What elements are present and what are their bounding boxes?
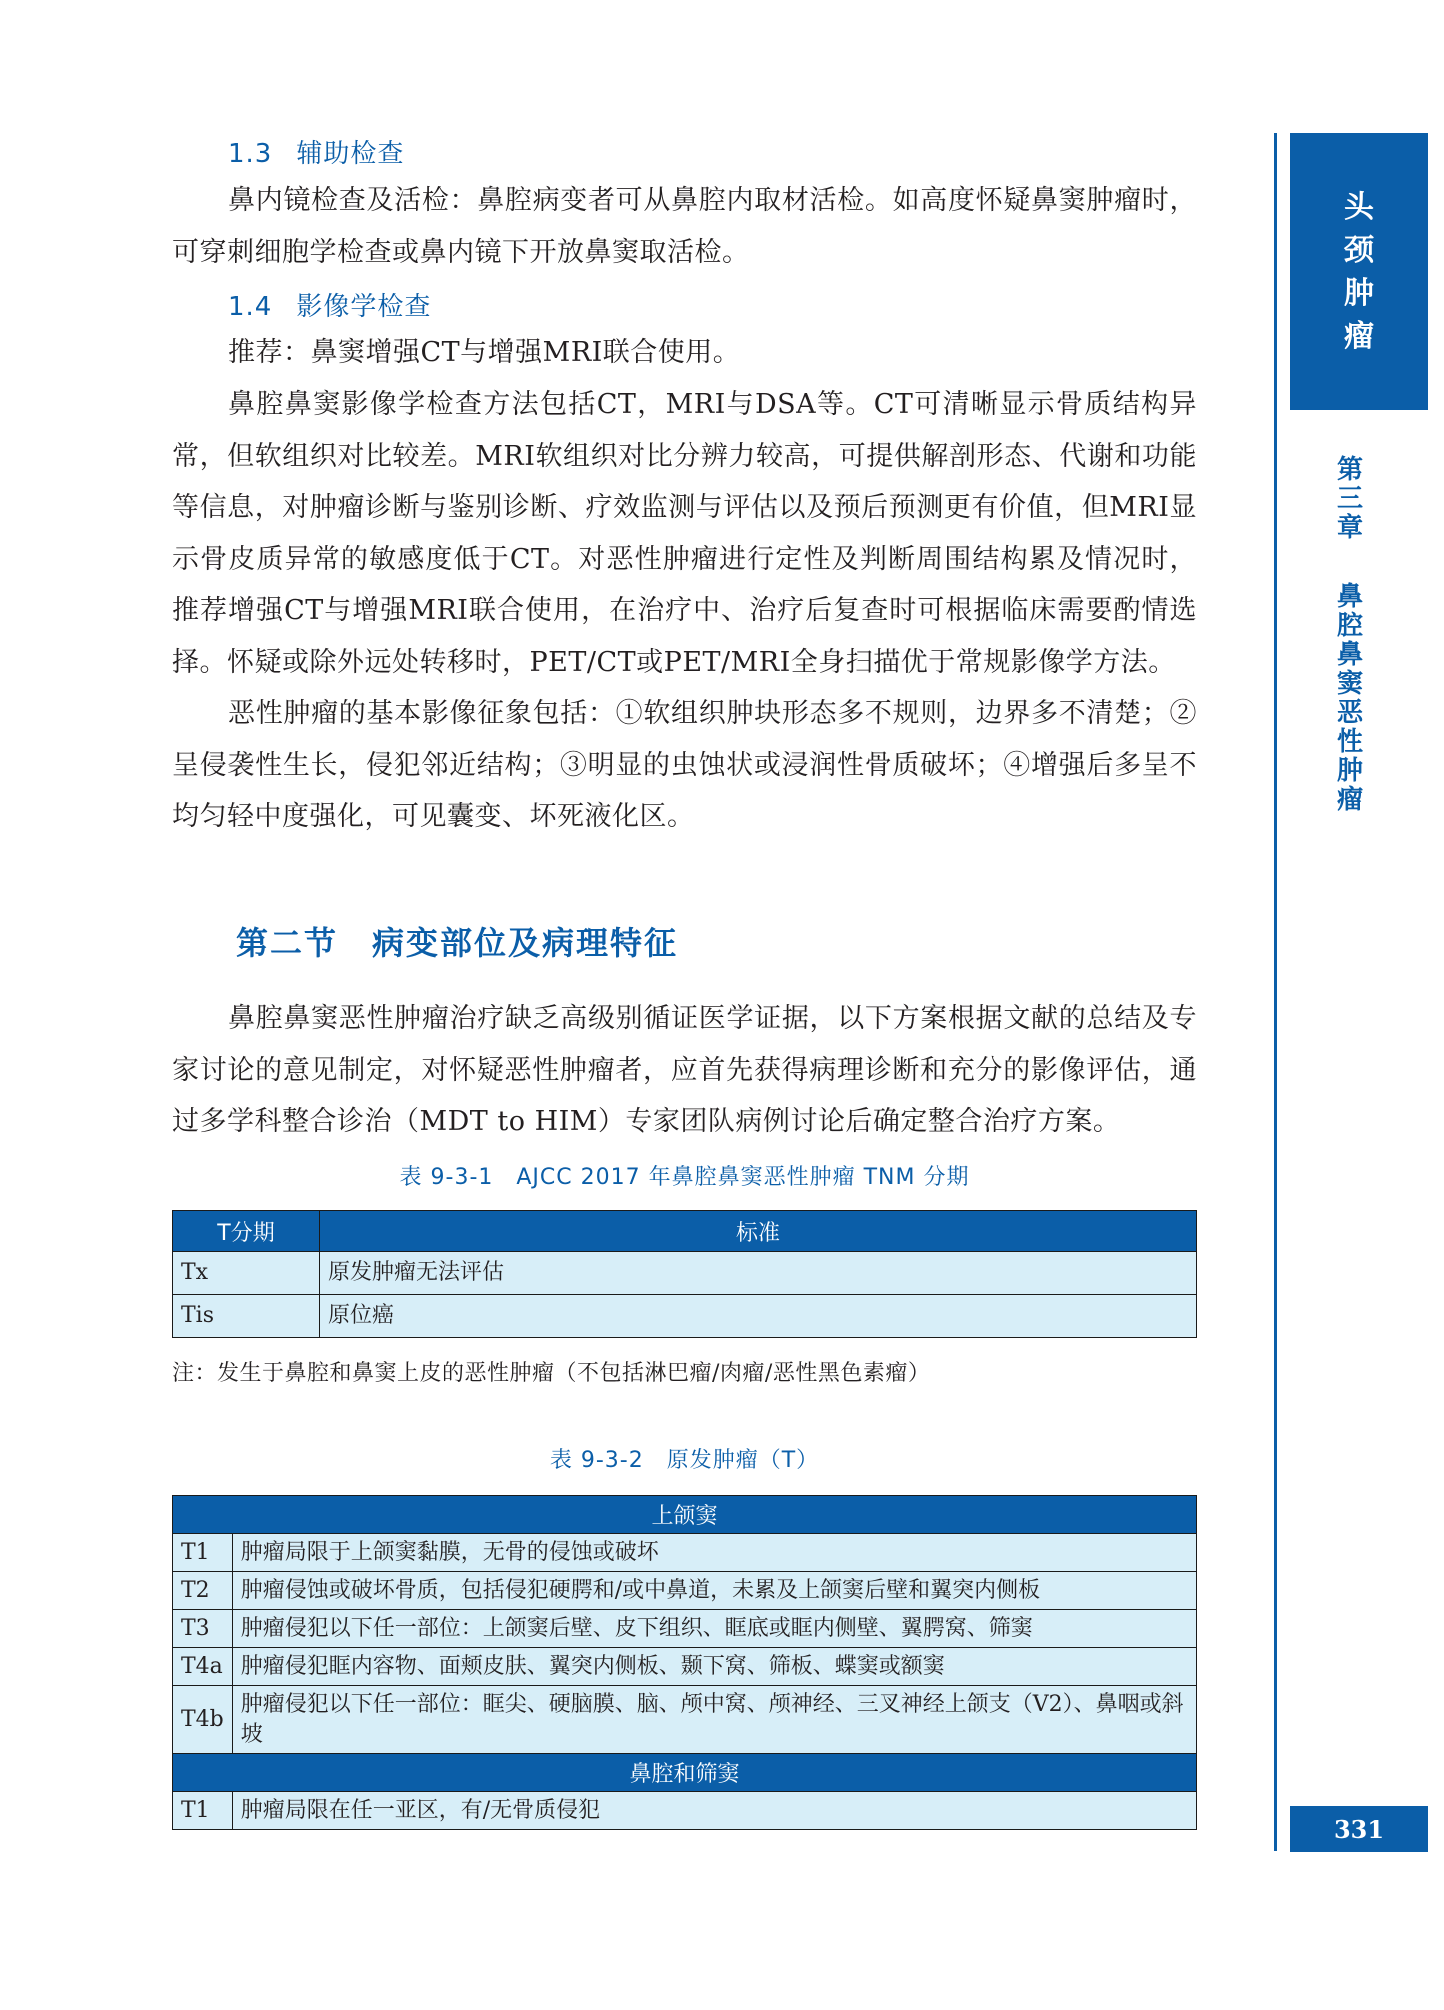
chapter-char: 鼻 <box>1336 640 1363 670</box>
table-row <box>173 1252 1197 1295</box>
table-cell-text: 原发肿瘤无法评估 <box>320 1252 1197 1295</box>
table2-caption: 表 9-3-2 原发肿瘤（T） <box>549 1448 820 1473</box>
page-number: 331 <box>1290 1806 1428 1852</box>
table-cell-code: T4a <box>173 1648 233 1686</box>
chapter-char: 鼻 <box>1336 582 1363 612</box>
table-row <box>173 1686 1197 1754</box>
tab-char: 颈 <box>1344 232 1374 268</box>
table-cell-code: T3 <box>173 1610 233 1648</box>
section-title <box>236 918 678 964</box>
table-cell-text: 肿瘤侵蚀或破坏骨质，包括侵犯硬腭和/或中鼻道，未累及上颌窦后壁和翼突内侧板 <box>232 1572 1196 1610</box>
group-header-maxillary: 上颌窦 <box>173 1496 1197 1534</box>
tab-char: 头 <box>1344 189 1374 225</box>
table-header-cell: T分期 <box>173 1211 320 1252</box>
table1-note: 注：发生于鼻腔和鼻窦上皮的恶性肿瘤（不包括淋巴瘤/肉瘤/恶性黑色素瘤） <box>172 1361 931 1386</box>
table-cell-text: 肿瘤侵犯以下任一部位：眶尖、硬脑膜、脑、颅中窝、颅神经、三叉神经上颌支（V2）、鼻咽或斜坡 <box>232 1686 1196 1754</box>
table-row <box>173 1792 1197 1830</box>
table-cell-text: 肿瘤侵犯以下任一部位：上颌窦后壁、皮下组织、眶底或眶内侧壁、翼腭窝、筛窦 <box>232 1610 1196 1648</box>
paragraph-treatment-intro: 鼻腔鼻窦恶性肿瘤治疗缺乏高级别循证医学证据，以下方案根据文献的总结及专家讨论的意见制定，对怀疑恶性肿瘤者，应首先获得病理诊断和充分的影像评估，通过多学科整合诊治（MDT to HIM）专家团队病例讨论后确定整合治疗方案。 <box>172 1003 1197 1137</box>
table-cell-text: 肿瘤侵犯眶内容物、面颊皮肤、翼突内侧板、颞下窝、筛板、蝶窦或额窦 <box>232 1648 1196 1686</box>
chapter-char: 恶 <box>1336 698 1363 728</box>
table-row <box>173 1610 1197 1648</box>
table-group-header <box>173 1754 1197 1792</box>
chapter-char: 章 <box>1336 513 1363 543</box>
chapter-char: 肿 <box>1336 756 1363 786</box>
heading-number: 1.4 <box>228 292 273 322</box>
heading-number: 1.3 <box>228 139 273 169</box>
paragraph-imaging-signs: 恶性肿瘤的基本影像征象包括：①软组织肿块形态多不规则，边界多不清楚；②呈侵袭性生长，侵犯邻近结构；③明显的虫蚀状或浸润性骨质破坏；④增强后多呈不均匀轻中度强化，可见囊变、坏死液化区。 <box>172 698 1197 832</box>
tab-char: 瘤 <box>1344 318 1374 354</box>
chapter-char: 窦 <box>1336 669 1363 699</box>
table-cell-code: T1 <box>173 1792 233 1830</box>
table-row <box>173 1572 1197 1610</box>
table-cell-code: Tis <box>173 1295 320 1338</box>
tab-char: 肿 <box>1344 275 1374 311</box>
table-cell-text: 肿瘤局限在任一亚区，有/无骨质侵犯 <box>232 1792 1196 1830</box>
chapter-label <box>1330 456 1370 815</box>
part-tab <box>1290 133 1428 410</box>
heading-title: 影像学检查 <box>296 292 432 322</box>
table1-caption: 表 9-3-1 AJCC 2017 年鼻腔鼻窦恶性肿瘤 TNM 分期 <box>399 1165 970 1190</box>
paragraph-endoscopy: 鼻内镜检查及活检：鼻腔病变者可从鼻腔内取材活检。如高度怀疑鼻窦肿瘤时，可穿刺细胞学检查或鼻内镜下开放鼻窦取活检。 <box>172 185 1197 268</box>
paragraph-imaging-methods: 鼻腔鼻窦影像学检查方法包括CT，MRI与DSA等。CT可清晰显示骨质结构异常，但软组织对比较差。MRI软组织对比分辨力较高，可提供解剖形态、代谢和功能等信息，对肿瘤诊断与鉴别诊断、疗效监测与评估以及预后预测更有价值，但MRI显示骨皮质异常的敏感度低于CT。对恶性肿瘤进行定性及判断周围结构累及情况时，推荐增强CT与增强MRI联合使用，在治疗中、治疗后复查时可根据临床需要酌情选择。怀疑或除外远处转移时，PET/CT或PET/MRI全身扫描优于常规影像学方法。 <box>172 389 1197 678</box>
heading-1-4 <box>228 286 431 323</box>
section-name: 病变部位及病理特征 <box>372 924 679 962</box>
chapter-char: 性 <box>1336 727 1363 757</box>
table1 <box>172 1210 1197 1338</box>
table-cell-code: Tx <box>173 1252 320 1295</box>
sidebar-rule <box>1274 133 1277 1851</box>
table-cell-text: 肿瘤局限于上颌窦黏膜，无骨的侵蚀或破坏 <box>232 1534 1196 1572</box>
heading-title: 辅助检查 <box>296 139 405 169</box>
chapter-char: 三 <box>1336 484 1363 514</box>
table2 <box>172 1495 1197 1830</box>
table-row <box>173 1534 1197 1572</box>
paragraph-recommendation: 推荐：鼻窦增强CT与增强MRI联合使用。 <box>228 337 741 368</box>
table-cell-code: T1 <box>173 1534 233 1572</box>
chapter-char: 腔 <box>1336 611 1363 641</box>
section-number: 第二节 <box>236 924 339 962</box>
chapter-char: 瘤 <box>1336 785 1363 815</box>
table-row <box>173 1295 1197 1338</box>
table-cell-code: T4b <box>173 1686 233 1754</box>
table-group-header <box>173 1496 1197 1534</box>
group-header-nasal-ethmoid: 鼻腔和筛窦 <box>173 1754 1197 1792</box>
table-cell-text: 原位癌 <box>320 1295 1197 1338</box>
table-cell-code: T2 <box>173 1572 233 1610</box>
table-header-row <box>173 1211 1197 1252</box>
chapter-char: 第 <box>1336 455 1363 485</box>
table-row <box>173 1648 1197 1686</box>
heading-1-3 <box>228 133 404 170</box>
table-header-cell: 标准 <box>320 1211 1197 1252</box>
